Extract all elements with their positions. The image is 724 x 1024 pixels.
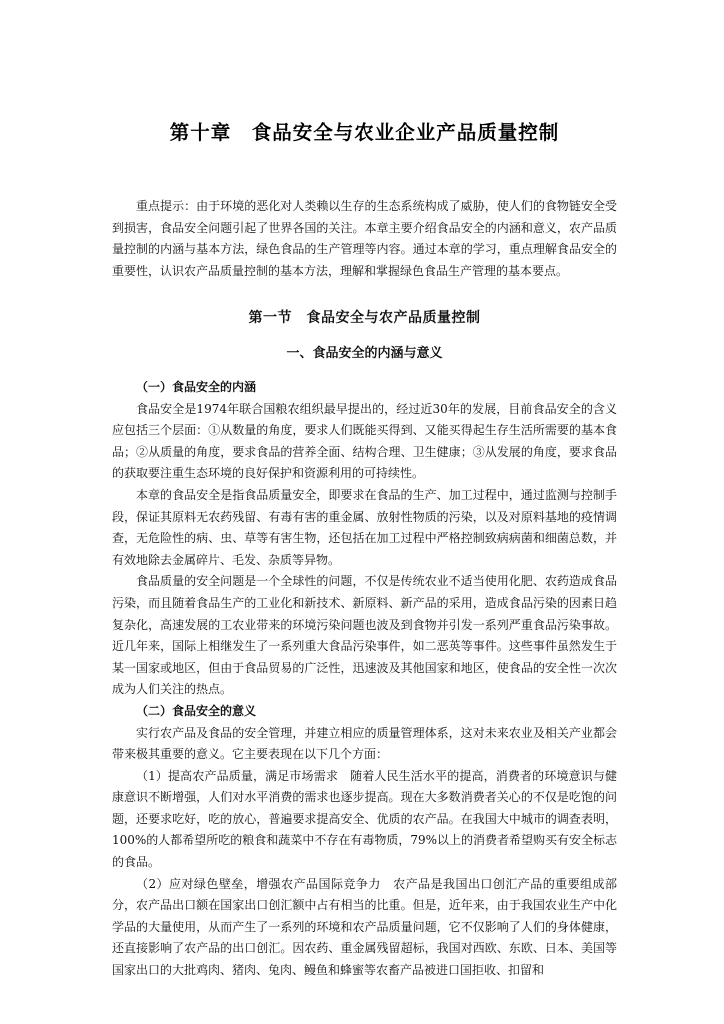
paragraph-point-1: （1）提高农产品质量，满足市场需求 随着人民生活水平的提高，消费者的环境意识与健康意识不断增强，人们对水平消费的需求也逐步提高。现在大多数消费者关心的不仅是吃饱的问题，还要求吃好，吃的放心，普遍要求提高安全、优质的农产品。在我国大中城市的调查表明，100%的人都希望所吃的粮食和蔬菜中不存在有毒物质，79%以上的消费者希望购买有安全标志的食品。 <box>112 768 617 870</box>
section-title: 第一节 食品安全与农产品质量控制 <box>248 310 481 326</box>
chapter-title: 第十章 食品安全与农业企业产品质量控制 <box>169 121 560 144</box>
heading-significance: （二）食品安全的意义 <box>136 703 257 718</box>
paragraph-significance-intro: 实行农产品及食品的安全管理，并建立相应的质量管理体系，这对未来农业及相关产业都会带来极其重要的意义。它主要表现在以下几个方面： <box>112 725 617 762</box>
summary-paragraph: 重点提示：由于环境的恶化对人类赖以生存的生态系统构成了威胁，使人们的食物链安全受到损害，食品安全问题引起了世界各国的关注。本章主要介绍食品安全的内涵和意义，农产品质量控制的内涵与基本方法，绿色食品的生产管理等内容。通过本章的学习，重点理解食品安全的重要性，认识农产品质量控制的基本方法，理解和掌握绿色食品生产管理的基本要点。 <box>112 199 617 278</box>
paragraph-food-safety-definition: 食品安全是1974年联合国粮农组织最早提出的，经过近30年的发展，目前食品安全的含义应包括三个层面：①从数量的角度，要求人们既能买得到、又能买得起生存生活所需要的基本食品；②从质量的角度，要求食品的营养全面、结构合理、卫生健康；③从发展的角度，要求食品的获取要注重生态环境的良好保护和资源利用的可持续性。 <box>112 401 617 481</box>
paragraph-quality-safety: 本章的食品安全是指食品质量安全，即要求在食品的生产、加工过程中，通过监测与控制手段，保证其原料无农药残留、有毒有害的重金属、放射性物质的污染，以及对原料基地的疫情调查，无危险性的病、虫、草等有害生物，还包括在加工过程中严格控制致病病菌和细菌总数，并有效地除去金属碎片、毛发、杂质等异物。 <box>112 487 617 567</box>
subsection-title: 一、食品安全的内涵与意义 <box>286 346 443 361</box>
paragraph-global-issue: 食品质量的安全问题是一个全球性的问题，不仅是传统农业不适当使用化肥、农药造成食品污染，而且随着食品生产的工业化和新技术、新原料、新产品的采用，造成食品污染的因素日趋复杂化，高速发展的工农业带来的环境污染问题也波及到食物并引发一系列严重食品污染事故。近几年来，国际上相继发生了一系列重大食品污染事件，如二恶英等事件。这些事件虽然发生于某一国家或地区，但由于食品贸易的广泛性，迅速波及其他国家和地区，使食品的安全性一次次成为人们关注的热点。 <box>112 574 617 697</box>
heading-meaning-definition: （一）食品安全的内涵 <box>136 380 257 394</box>
paragraph-point-2: （2）应对绿色壁垒，增强农产品国际竞争力 农产品是我国出口创汇产品的重要组成部分，农产品出口额在国家出口创汇额中占有相当的比重。但是，近年来，由于我国农业生产中化学品的大量使用，从而产生了一系列的环境和农产品质量问题，它不仅影响了人们的身体健康，还直接影响了农产品的出口创汇。因农药、重金属残留超标，我国对西欧、东欧、日本、美国等国家出口的大批鸡肉、猪肉、兔肉、鳗鱼和蜂蜜等农畜产品被进口国拒收、扣留和 <box>112 876 617 978</box>
page-content <box>112 118 617 982</box>
body-text <box>112 377 617 982</box>
